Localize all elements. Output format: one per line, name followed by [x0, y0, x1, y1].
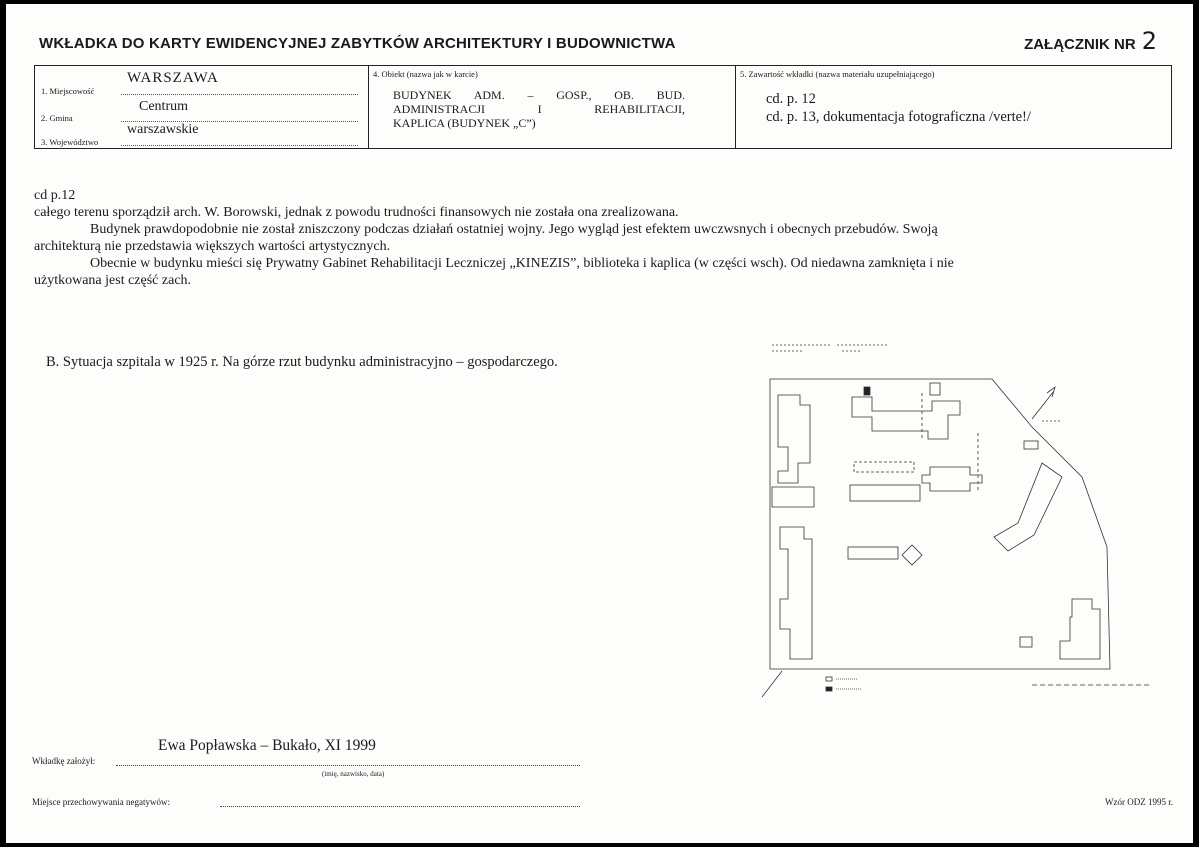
- author-signature: Ewa Popławska – Bukało, XI 1999: [158, 737, 376, 754]
- storage-dotted-line: [220, 806, 580, 807]
- contents-line-1: cd. p. 12: [766, 91, 816, 107]
- document-page: [6, 4, 1193, 843]
- body-line-1: cd p.12: [34, 188, 76, 203]
- place-label: 1. Miejscowość: [41, 86, 95, 96]
- annex-label: [1024, 27, 1157, 55]
- author-label: Wkładkę założył:: [32, 756, 96, 766]
- contents-label: 5. Zawartość wkładki (nazwa materiału uzupełniającego): [740, 69, 935, 79]
- body-line-3: Budynek prawdopodobnie nie został zniszczony podczas działań ostatniej wojny. Jego wygląd jest efektem uwczwsnych i obecnych przebudów. Swoją: [90, 222, 938, 237]
- object-cell: [369, 66, 736, 148]
- storage-label: Miejsce przechowywania negatywów:: [32, 797, 170, 807]
- object-line-2: ADMINISTRACJI I REHABILITACJI,: [393, 102, 685, 116]
- author-line: [32, 756, 580, 766]
- contents-line-2: cd. p. 13, dokumentacja fotograficzna /verte!/: [766, 109, 1031, 125]
- contents-cell: [736, 66, 1171, 148]
- object-line-1: BUDYNEK ADM. – GOSP., OB. BUD.: [393, 88, 685, 102]
- commune-label: 2. Gmina: [41, 113, 73, 123]
- voivodeship-value: warszawskie: [127, 122, 199, 137]
- storage-line: [32, 797, 580, 807]
- annex-label-text: ZAŁĄCZNIK NR: [1024, 36, 1136, 53]
- object-line-3: KAPLICA (BUDYNEK „C”): [393, 116, 536, 130]
- annex-number: 2: [1141, 27, 1157, 55]
- body-line-6: użytkowana jest część zach.: [34, 273, 192, 288]
- form-code: Wzór ODZ 1995 r.: [1105, 797, 1173, 807]
- place-value: WARSZAWA: [127, 70, 219, 86]
- document-title: WKŁADKA DO KARTY EWIDENCYJNEJ ZABYTKÓW ARCHITEKTURY I BUDOWNICTWA: [39, 35, 676, 52]
- body-line-5: Obecnie w budynku mieści się Prywatny Gabinet Rehabilitacji Leczniczej „KINEZIS”, biblioteka i kaplica (w części wsch). Od niedawna zamknięta i nie: [90, 256, 954, 271]
- site-plan-drawing: [742, 337, 1162, 702]
- body-line-2: całego terenu sporządził arch. W. Borowski, jednak z powodu trudności finansowych nie została ona zrealizowana.: [34, 205, 679, 220]
- header-info-table: [34, 65, 1172, 149]
- place-dotted-line: [121, 94, 358, 95]
- commune-value: Centrum: [139, 99, 188, 114]
- description-text: [34, 187, 1196, 289]
- figure-caption: B. Sytuacja szpitala w 1925 r. Na górze rzut budynku administracyjno – gospodarczego.: [46, 354, 558, 370]
- location-cell: [35, 66, 369, 148]
- author-sub-label: (imię, nazwisko, data): [322, 770, 385, 778]
- body-line-4: architekturą nie przedstawia większych wartości artystycznych.: [34, 239, 391, 254]
- author-dotted-line: [116, 765, 580, 766]
- object-name: [393, 88, 693, 130]
- voivodeship-label: 3. Województwo: [41, 137, 99, 147]
- contents-list: [766, 90, 1031, 126]
- voivodeship-dotted-line: [121, 145, 358, 146]
- object-label: 4. Obiekt (nazwa jak w karcie): [373, 69, 478, 79]
